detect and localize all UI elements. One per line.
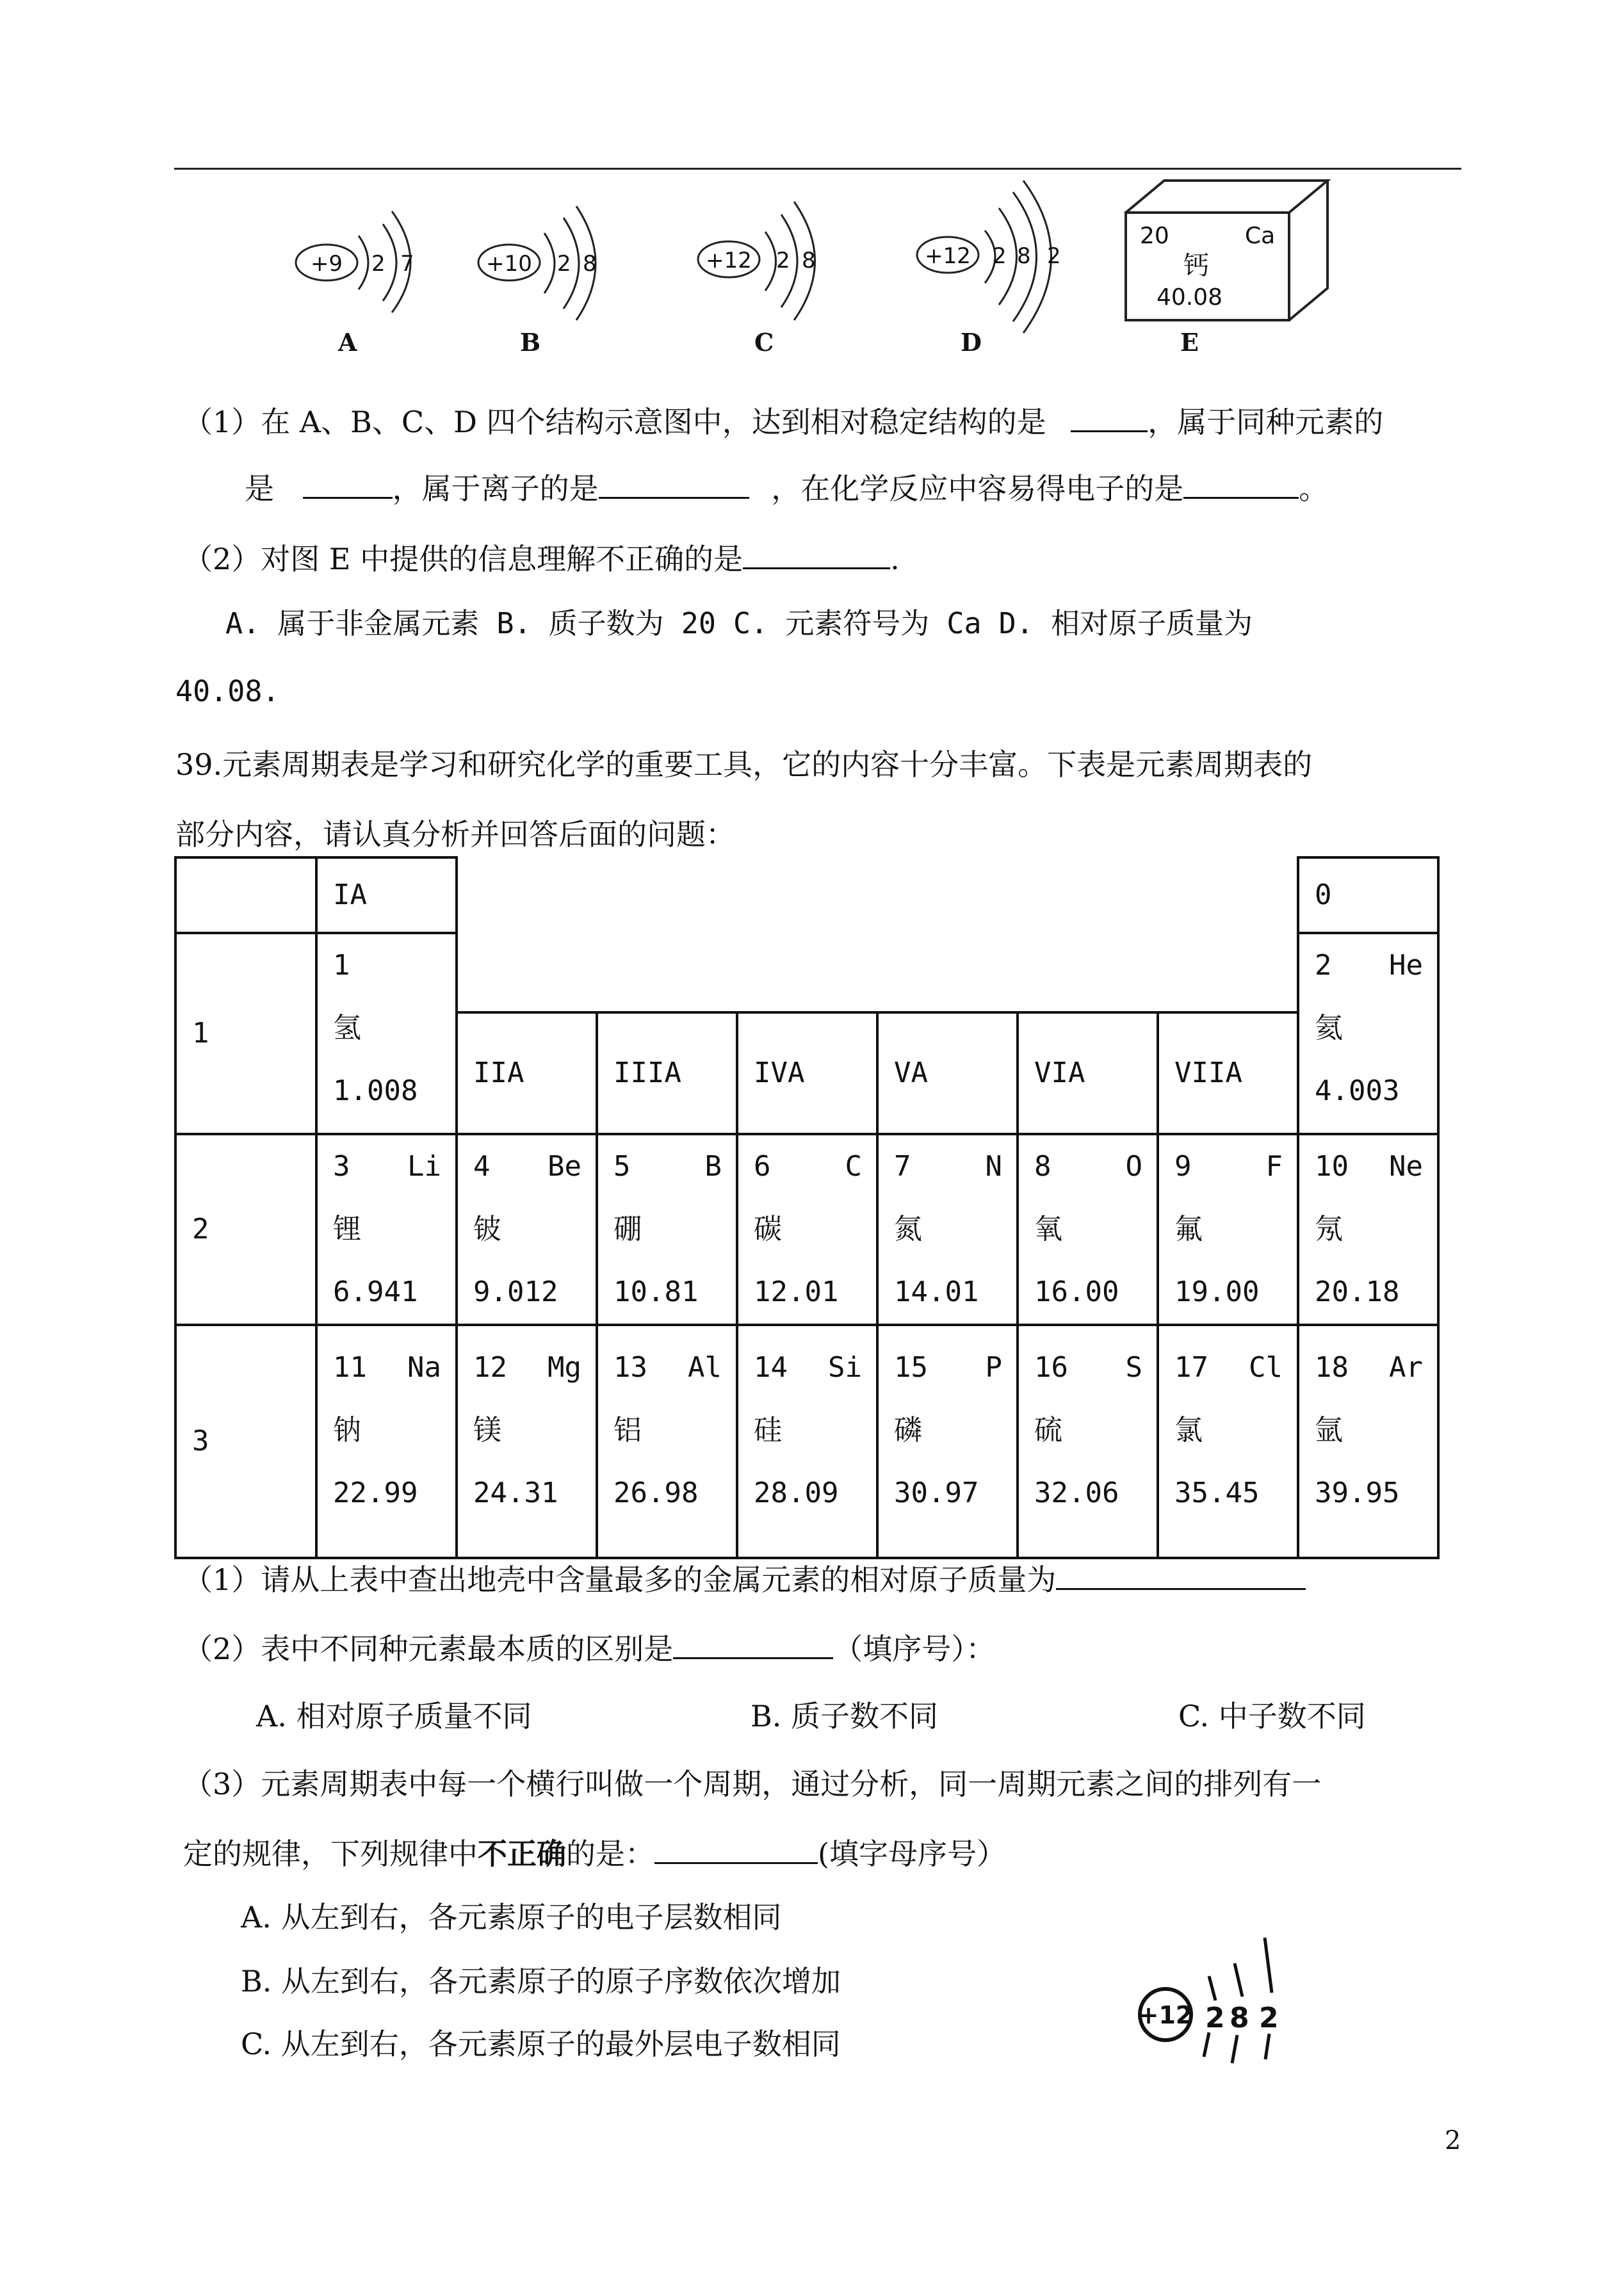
element-li-symbol: Li bbox=[407, 1150, 441, 1183]
element-cell-li bbox=[316, 1134, 457, 1325]
answer-blank-gain-electron[interactable] bbox=[1183, 469, 1299, 499]
q39-sub2 bbox=[183, 1629, 995, 1667]
element-c-mass: 12.01 bbox=[754, 1276, 839, 1308]
element-box-mass: 40.08 bbox=[1157, 284, 1223, 311]
q38-part1-line2 bbox=[245, 469, 1328, 507]
element-cell-f bbox=[1158, 1134, 1298, 1325]
element-c-number: 6 bbox=[754, 1150, 771, 1183]
element-n-name: 氮 bbox=[894, 1213, 922, 1245]
answer-blank-e-info[interactable] bbox=[743, 539, 890, 569]
q39-sub1 bbox=[183, 1560, 1306, 1598]
q38-part1-gain-electron-text: ，在化学反应中容易得电子的是 bbox=[771, 471, 1184, 506]
element-be-name: 铍 bbox=[473, 1213, 501, 1245]
element-cell-cl bbox=[1158, 1325, 1298, 1558]
element-si-number: 14 bbox=[754, 1351, 788, 1384]
element-h-name: 氢 bbox=[333, 1012, 361, 1044]
diagram-d bbox=[917, 181, 1061, 333]
q38-part1-is-text: 是 bbox=[245, 471, 274, 506]
element-cell-si bbox=[737, 1325, 877, 1558]
answer-blank-stable[interactable] bbox=[1071, 402, 1148, 432]
element-s-mass: 32.06 bbox=[1034, 1477, 1119, 1509]
q38-part2-options: A. 属于非金属元素 B. 质子数为 20 C. 元素符号为 Ca D. 相对原子质量为 bbox=[225, 606, 1253, 640]
element-p-number: 15 bbox=[894, 1351, 928, 1384]
periodic-table bbox=[174, 856, 1440, 1559]
diagram-a bbox=[296, 211, 414, 312]
period-label-1: 1 bbox=[175, 933, 316, 1134]
q39-sub1-text: （1）请从上表中查出地壳中含量最多的金属元素的相对原子质量为 bbox=[183, 1562, 1057, 1597]
element-be-symbol: Be bbox=[548, 1150, 581, 1183]
q39-sub3-line1: （3）元素周期表中每一个横行叫做一个周期，通过分析，同一周期元素之间的排列有一 bbox=[183, 1767, 1322, 1801]
diagram-b bbox=[478, 206, 597, 320]
element-f-name: 氟 bbox=[1174, 1213, 1203, 1245]
element-he-name: 氦 bbox=[1315, 1012, 1343, 1044]
element-box-e bbox=[1126, 181, 1328, 320]
element-s-number: 16 bbox=[1034, 1351, 1068, 1384]
element-s-name: 硫 bbox=[1034, 1414, 1062, 1447]
element-cell-h bbox=[316, 933, 457, 1134]
element-ne-number: 10 bbox=[1315, 1150, 1349, 1183]
small-diagram-shell-1: 2 bbox=[1205, 2002, 1225, 2034]
small-diagram-nucleus: +12 bbox=[1138, 2001, 1193, 2029]
group-header-iva: IVA bbox=[737, 1012, 877, 1134]
answer-blank-ion[interactable] bbox=[599, 469, 749, 499]
q38-part1-text: （1）在 A、B、C、D 四个结构示意图中，达到相对稳定结构的是 bbox=[183, 405, 1046, 439]
element-cl-mass: 35.45 bbox=[1174, 1477, 1260, 1509]
group-header-iia: IIA bbox=[457, 1012, 597, 1134]
element-n-symbol: N bbox=[985, 1150, 1002, 1183]
header-rule bbox=[174, 168, 1461, 170]
element-c-symbol: C bbox=[845, 1150, 862, 1183]
q39-sub3-fill-hint: (填字母序号） bbox=[818, 1837, 1006, 1871]
group-header-iiia: IIIA bbox=[597, 1012, 737, 1134]
element-s-symbol: S bbox=[1125, 1351, 1142, 1384]
period-label-3: 3 bbox=[175, 1325, 316, 1558]
element-al-name: 铝 bbox=[613, 1414, 642, 1447]
q39-sub3-emphasis: 不正确 bbox=[478, 1837, 566, 1871]
element-ar-number: 18 bbox=[1315, 1351, 1349, 1384]
small-diagram-shell-2: 8 bbox=[1230, 2002, 1249, 2034]
q39-sub2-fill-hint: （填序号）： bbox=[833, 1632, 996, 1666]
answer-blank-same-element[interactable] bbox=[303, 469, 393, 499]
diagram-d-shell-2: 8 bbox=[1017, 243, 1031, 269]
figure-label-b: B bbox=[520, 328, 541, 357]
element-li-name: 锂 bbox=[333, 1213, 361, 1245]
q39-sub3-is-text: 的是： bbox=[566, 1837, 654, 1871]
q38-part1-ion-text: ，属于离子的是 bbox=[392, 471, 599, 506]
diagram-c-nucleus: +12 bbox=[706, 248, 752, 273]
element-c-name: 碳 bbox=[754, 1213, 782, 1245]
element-p-symbol: P bbox=[985, 1351, 1002, 1384]
element-be-number: 4 bbox=[473, 1150, 491, 1183]
diagram-d-shell-1: 2 bbox=[993, 243, 1007, 269]
period-label-2: 2 bbox=[175, 1134, 316, 1325]
element-na-number: 11 bbox=[333, 1351, 367, 1384]
element-al-mass: 26.98 bbox=[613, 1477, 699, 1509]
diagram-a-shell-1: 2 bbox=[371, 251, 386, 277]
q39-sub3-line2 bbox=[183, 1834, 1006, 1872]
q38-part2-options-cont: 40.08. bbox=[175, 674, 280, 708]
element-b-number: 5 bbox=[613, 1150, 631, 1183]
diagram-a-nucleus: +9 bbox=[310, 251, 343, 277]
q39-sub3-option-a: A. 从左到右，各元素原子的电子层数相同 bbox=[241, 1900, 782, 1934]
element-si-name: 硅 bbox=[754, 1414, 782, 1447]
diagram-c bbox=[698, 202, 816, 320]
element-si-mass: 28.09 bbox=[754, 1477, 839, 1509]
q39-sub3-option-c: C. 从左到右，各元素原子的最外层电子数相同 bbox=[241, 2027, 841, 2061]
element-box-symbol: Ca bbox=[1245, 223, 1276, 249]
element-cell-o bbox=[1018, 1134, 1158, 1325]
group-header-viia: VIIA bbox=[1158, 1012, 1298, 1134]
answer-blank-essential-difference[interactable] bbox=[673, 1629, 833, 1659]
q38-part2-text: （2）对图 E 中提供的信息理解不正确的是 bbox=[183, 542, 743, 576]
element-cell-ar bbox=[1298, 1325, 1438, 1558]
element-al-symbol: Al bbox=[688, 1351, 722, 1384]
element-b-mass: 10.81 bbox=[613, 1276, 699, 1308]
element-na-mass: 22.99 bbox=[333, 1477, 418, 1509]
element-si-symbol: Si bbox=[828, 1351, 862, 1384]
q39-sub2-text: （2）表中不同种元素最本质的区别是 bbox=[183, 1632, 674, 1666]
element-n-number: 7 bbox=[894, 1150, 911, 1183]
element-h-number: 1 bbox=[333, 949, 350, 982]
group-header-va: VA bbox=[877, 1012, 1018, 1134]
table-gap bbox=[457, 857, 1298, 1012]
element-p-name: 磷 bbox=[894, 1414, 922, 1447]
element-cell-p bbox=[877, 1325, 1018, 1558]
element-be-mass: 9.012 bbox=[473, 1276, 558, 1308]
element-na-symbol: Na bbox=[407, 1351, 441, 1384]
group-header-zero: 0 bbox=[1298, 857, 1438, 933]
element-f-number: 9 bbox=[1174, 1150, 1192, 1183]
element-box-name: 钙 bbox=[1183, 251, 1209, 280]
element-ar-mass: 39.95 bbox=[1315, 1477, 1400, 1509]
element-b-name: 硼 bbox=[613, 1213, 642, 1245]
element-n-mass: 14.01 bbox=[894, 1276, 979, 1308]
small-atomic-diagram bbox=[1133, 1931, 1313, 2079]
element-cell-al bbox=[597, 1325, 737, 1558]
element-ne-mass: 20.18 bbox=[1315, 1276, 1400, 1308]
element-cell-ne bbox=[1298, 1134, 1438, 1325]
element-cell-c bbox=[737, 1134, 877, 1325]
element-cell-na bbox=[316, 1325, 457, 1558]
element-li-mass: 6.941 bbox=[333, 1276, 418, 1308]
q39-intro-line1: 39.元素周期表是学习和研究化学的重要工具，它的内容十分丰富。下表是元素周期表的 bbox=[175, 747, 1313, 782]
element-al-number: 13 bbox=[613, 1351, 647, 1384]
q39-sub2-option-b: B. 质子数不同 bbox=[751, 1699, 939, 1733]
element-cell-be bbox=[457, 1134, 597, 1325]
q39-sub3-option-b: B. 从左到右，各元素原子的原子序数依次增加 bbox=[241, 1964, 841, 1999]
element-f-symbol: F bbox=[1265, 1150, 1283, 1183]
table-corner-cell bbox=[175, 857, 316, 933]
element-o-number: 8 bbox=[1034, 1150, 1052, 1183]
q38-part1-line1 bbox=[183, 402, 1383, 440]
diagram-b-nucleus: +10 bbox=[486, 251, 532, 277]
element-ar-name: 氩 bbox=[1315, 1414, 1343, 1447]
element-o-mass: 16.00 bbox=[1034, 1276, 1119, 1308]
element-cell-n bbox=[877, 1134, 1018, 1325]
element-ne-name: 氖 bbox=[1315, 1213, 1343, 1245]
group-header-via: VIA bbox=[1018, 1012, 1158, 1134]
element-box-number: 20 bbox=[1140, 223, 1169, 249]
element-ar-symbol: Ar bbox=[1389, 1351, 1423, 1384]
page-number: 2 bbox=[1445, 2126, 1461, 2155]
q38-part1-period: 。 bbox=[1299, 471, 1329, 506]
q39-sub2-option-a: A. 相对原子质量不同 bbox=[256, 1699, 532, 1733]
figure-label-a: A bbox=[338, 328, 357, 357]
figure-label-c: C bbox=[754, 328, 774, 357]
element-ne-symbol: Ne bbox=[1389, 1150, 1423, 1183]
q38-part2 bbox=[183, 539, 900, 577]
element-li-number: 3 bbox=[333, 1150, 350, 1183]
element-cell-b bbox=[597, 1134, 737, 1325]
q39-sub2-option-c: C. 中子数不同 bbox=[1178, 1699, 1366, 1733]
element-cell-mg bbox=[457, 1325, 597, 1558]
element-p-mass: 30.97 bbox=[894, 1477, 979, 1509]
element-mg-number: 12 bbox=[473, 1351, 507, 1384]
element-he-number: 2 bbox=[1315, 949, 1332, 982]
diagram-d-shell-3: 2 bbox=[1047, 243, 1061, 269]
element-mg-name: 镁 bbox=[473, 1414, 501, 1447]
q39-sub3-text: 定的规律，下列规律中 bbox=[183, 1837, 478, 1871]
diagram-c-shell-1: 2 bbox=[776, 248, 790, 273]
group-header-ia: IA bbox=[316, 857, 457, 933]
element-o-symbol: O bbox=[1125, 1150, 1142, 1183]
q38-part1-same-element-text: ，属于同种元素的 bbox=[1148, 405, 1384, 439]
figure-label-e: E bbox=[1180, 328, 1199, 357]
figure-label-d: D bbox=[961, 328, 982, 357]
element-cl-name: 氯 bbox=[1174, 1414, 1203, 1447]
element-cl-number: 17 bbox=[1174, 1351, 1208, 1384]
element-cl-symbol: Cl bbox=[1249, 1351, 1283, 1384]
element-f-mass: 19.00 bbox=[1174, 1276, 1260, 1308]
diagram-b-shell-2: 8 bbox=[583, 251, 597, 277]
small-diagram-shell-3: 2 bbox=[1259, 2002, 1279, 2034]
element-cell-s bbox=[1018, 1325, 1158, 1558]
element-b-symbol: B bbox=[704, 1150, 722, 1183]
element-he-symbol: He bbox=[1389, 949, 1423, 982]
element-o-name: 氧 bbox=[1034, 1213, 1062, 1245]
diagram-a-shell-2: 7 bbox=[400, 251, 414, 277]
element-cell-he bbox=[1298, 933, 1438, 1134]
element-na-name: 钠 bbox=[333, 1414, 361, 1447]
diagram-d-nucleus: +12 bbox=[925, 243, 971, 269]
diagram-b-shell-1: 2 bbox=[557, 251, 571, 277]
q38-part2-dot: . bbox=[890, 542, 900, 576]
element-mg-mass: 24.31 bbox=[473, 1477, 558, 1509]
element-he-mass: 4.003 bbox=[1315, 1075, 1400, 1107]
answer-blank-metal-mass[interactable] bbox=[1056, 1560, 1306, 1590]
diagram-c-shell-2: 8 bbox=[802, 248, 816, 273]
q39-intro-line2: 部分内容，请认真分析并回答后面的问题： bbox=[175, 817, 735, 852]
element-mg-symbol: Mg bbox=[548, 1351, 581, 1384]
element-h-mass: 1.008 bbox=[333, 1075, 418, 1107]
answer-blank-incorrect-rule[interactable] bbox=[654, 1834, 818, 1864]
